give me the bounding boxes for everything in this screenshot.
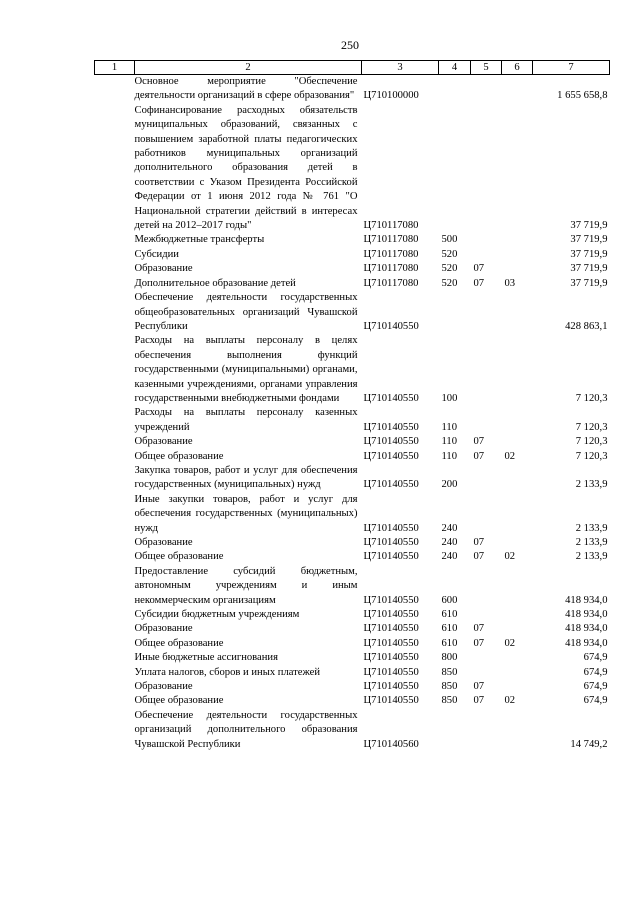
row-section: 07	[473, 263, 485, 275]
row-amount: 428 863,1	[565, 320, 608, 332]
row-expense-type	[439, 291, 471, 334]
row-expense-type: 110	[441, 436, 457, 448]
row-number-cell	[95, 651, 135, 665]
row-subsection: 02	[504, 450, 516, 462]
row-subsection: 03	[504, 277, 516, 289]
row-section	[471, 334, 502, 406]
table-row	[95, 406, 610, 435]
row-section	[471, 565, 502, 608]
row-target-code: Ц710140550	[363, 320, 419, 332]
row-section	[471, 651, 502, 665]
table-row	[95, 291, 610, 334]
row-name: Субсидии бюджетным учреждениям	[134, 609, 300, 621]
row-expense-type: 610	[441, 637, 458, 649]
row-subsection	[502, 248, 533, 262]
row-expense-type: 240	[441, 522, 458, 534]
row-section: 07	[473, 537, 485, 548]
row-amount: 37 719,9	[570, 220, 608, 232]
table-row	[95, 493, 610, 536]
row-amount: 2 133,9	[575, 551, 608, 563]
row-target-code: Ц710140550	[363, 609, 419, 621]
row-target-code: Ц710140550	[363, 522, 419, 534]
row-expense-type	[439, 709, 471, 752]
row-target-code: Ц710140550	[363, 421, 419, 433]
row-number-cell	[95, 75, 135, 104]
row-target-code: Ц710140550	[363, 681, 419, 693]
table-row	[95, 637, 610, 651]
header-col-3: 3	[362, 61, 439, 75]
row-name: Предоставление субсидий бюджетным, автономным учреждениям и иным некоммерческим организациям	[134, 565, 358, 606]
row-section	[471, 233, 502, 247]
row-subsection	[502, 608, 533, 622]
table-row	[95, 651, 610, 665]
table-row	[95, 680, 610, 694]
row-number-cell	[95, 435, 135, 449]
row-section	[471, 464, 502, 493]
row-subsection	[502, 709, 533, 752]
table-row	[95, 450, 610, 464]
table-row	[95, 694, 610, 708]
row-amount: 674,9	[583, 681, 608, 693]
row-target-code: Ц710117080	[363, 220, 419, 232]
row-section: 07	[473, 551, 485, 563]
row-expense-type: 800	[441, 652, 458, 664]
row-name: Общее образование	[134, 450, 224, 462]
table-row	[95, 622, 610, 636]
row-expense-type: 500	[441, 234, 458, 246]
row-subsection: 02	[504, 551, 516, 563]
row-target-code: Ц710140550	[363, 594, 419, 606]
row-target-code: Ц710140550	[363, 450, 419, 462]
row-expense-type	[439, 75, 471, 104]
row-target-code: Ц710140550	[363, 392, 419, 404]
row-expense-type: 110	[441, 450, 457, 462]
row-amount: 7 120,3	[575, 436, 608, 448]
row-name: Образование	[134, 263, 193, 275]
row-target-code: Ц710140560	[363, 738, 419, 750]
row-expense-type: 610	[441, 609, 458, 621]
row-name: Основное мероприятие "Обеспечение деятельности организаций в сфере образования"	[134, 76, 358, 102]
row-amount: 418 934,0	[565, 637, 608, 649]
row-number-cell	[95, 406, 135, 435]
row-amount: 2 133,9	[575, 479, 608, 491]
row-number-cell	[95, 666, 135, 680]
row-name: Расходы на выплаты персоналу казенных учреждений	[134, 407, 358, 433]
row-target-code: Ц710117080	[363, 248, 419, 260]
row-subsection	[502, 435, 533, 449]
row-expense-type: 850	[441, 681, 458, 693]
table-row	[95, 550, 610, 564]
row-amount: 7 120,3	[575, 421, 608, 433]
row-amount: 674,9	[583, 666, 608, 678]
row-number-cell	[95, 550, 135, 564]
row-target-code: Ц710140550	[363, 637, 419, 649]
row-amount: 418 934,0	[565, 623, 608, 635]
row-amount: 2 133,9	[575, 537, 608, 548]
row-name: Обеспечение деятельности государственных организаций дополнительного образования Чувашской Республики	[134, 709, 358, 750]
row-name: Закупка товаров, работ и услуг для обеспечения государственных (муниципальных) нужд	[134, 464, 358, 491]
row-number-cell	[95, 709, 135, 752]
table-row	[95, 75, 610, 104]
row-amount: 7 120,3	[575, 450, 608, 462]
row-section	[471, 608, 502, 622]
header-col-5: 5	[471, 61, 502, 75]
row-number-cell	[95, 536, 135, 550]
row-subsection	[502, 622, 533, 636]
row-number-cell	[95, 493, 135, 536]
row-expense-type: 110	[441, 421, 457, 433]
table-row	[95, 435, 610, 449]
row-name: Межбюджетные трансферты	[134, 234, 265, 246]
row-name: Субсидии	[134, 248, 179, 260]
row-section	[471, 666, 502, 680]
row-section: 07	[473, 637, 485, 649]
row-name: Образование	[134, 681, 193, 693]
row-target-code: Ц710100000	[363, 90, 419, 102]
row-subsection	[502, 680, 533, 694]
table-body	[95, 75, 610, 753]
row-section	[471, 248, 502, 262]
row-subsection	[502, 666, 533, 680]
header-col-2: 2	[135, 61, 362, 75]
row-target-code: Ц710140550	[363, 436, 419, 448]
row-number-cell	[95, 608, 135, 622]
row-section	[471, 104, 502, 234]
row-subsection	[502, 493, 533, 536]
header-col-7: 7	[533, 61, 610, 75]
table-header-row	[95, 61, 610, 75]
row-subsection	[502, 233, 533, 247]
row-section: 07	[473, 450, 485, 462]
row-name: Образование	[134, 436, 193, 448]
row-number-cell	[95, 262, 135, 276]
row-target-code: Ц710117080	[363, 263, 419, 275]
row-expense-type: 520	[441, 263, 458, 275]
row-name: Софинансирование расходных обязательств муниципальных образований, связанных с повышением заработной платы педагогических работников муниципальных организаций дополнительного образования детей в соответствии с Указом Президента Российской Федерации от 1 июня 2012 года № 761 "О Национальной стратегии действий в интересах детей на 2012–2017 годы"	[134, 104, 358, 232]
row-target-code: Ц710140550	[363, 695, 419, 707]
row-amount: 37 719,9	[570, 234, 608, 246]
row-expense-type: 610	[441, 623, 458, 635]
row-name: Образование	[134, 623, 193, 635]
row-expense-type: 850	[441, 695, 458, 707]
table-row	[95, 536, 610, 550]
row-number-cell	[95, 565, 135, 608]
row-subsection: 02	[504, 637, 516, 649]
row-number-cell	[95, 694, 135, 708]
row-number-cell	[95, 248, 135, 262]
row-section: 07	[473, 681, 485, 693]
row-number-cell	[95, 277, 135, 291]
row-subsection	[502, 406, 533, 435]
row-name: Уплата налогов, сборов и иных платежей	[134, 666, 321, 678]
row-target-code: Ц710117080	[363, 234, 419, 246]
row-target-code: Ц710140550	[363, 537, 419, 548]
row-subsection	[502, 104, 533, 234]
row-subsection	[502, 651, 533, 665]
row-expense-type: 200	[441, 479, 458, 491]
row-number-cell	[95, 680, 135, 694]
row-expense-type: 100	[441, 392, 458, 404]
row-name: Дополнительное образование детей	[134, 277, 296, 289]
row-expense-type	[439, 104, 471, 234]
row-name: Иные бюджетные ассигнования	[134, 652, 278, 664]
row-subsection	[502, 565, 533, 608]
row-section: 07	[473, 436, 485, 448]
row-section	[471, 406, 502, 435]
table-row	[95, 277, 610, 291]
row-number-cell	[95, 450, 135, 464]
table-row	[95, 334, 610, 406]
row-target-code: Ц710140550	[363, 623, 419, 635]
row-amount: 1 655 658,8	[557, 90, 608, 102]
row-section	[471, 75, 502, 104]
row-target-code: Ц710140550	[363, 652, 419, 664]
row-name: Образование	[134, 537, 193, 548]
row-target-code: Ц710117080	[363, 277, 419, 289]
row-target-code: Ц710140550	[363, 479, 419, 491]
row-section: 07	[473, 277, 485, 289]
row-subsection	[502, 464, 533, 493]
row-subsection	[502, 291, 533, 334]
header-col-6: 6	[502, 61, 533, 75]
row-name: Общее образование	[134, 637, 224, 649]
row-section	[471, 493, 502, 536]
budget-table	[94, 60, 610, 752]
table-row	[95, 464, 610, 493]
row-expense-type: 850	[441, 666, 458, 678]
row-number-cell	[95, 104, 135, 234]
row-subsection	[502, 334, 533, 406]
row-number-cell	[95, 637, 135, 651]
row-subsection	[502, 75, 533, 104]
row-number-cell	[95, 334, 135, 406]
row-name: Общее образование	[134, 551, 224, 563]
header-col-4: 4	[439, 61, 471, 75]
row-amount: 37 719,9	[570, 277, 608, 289]
row-amount: 2 133,9	[575, 522, 608, 534]
table-row	[95, 608, 610, 622]
table-row	[95, 262, 610, 276]
row-number-cell	[95, 622, 135, 636]
row-amount: 37 719,9	[570, 263, 608, 275]
row-amount: 418 934,0	[565, 609, 608, 621]
row-expense-type: 520	[441, 248, 458, 260]
row-amount: 674,9	[583, 652, 608, 664]
row-section	[471, 709, 502, 752]
row-name: Иные закупки товаров, работ и услуг для обеспечения государственных (муниципальных) нужд	[134, 493, 358, 534]
table-row	[95, 104, 610, 234]
row-section: 07	[473, 695, 485, 707]
row-number-cell	[95, 464, 135, 493]
row-amount: 7 120,3	[575, 392, 608, 404]
row-subsection: 02	[504, 695, 516, 707]
row-name: Расходы на выплаты персоналу в целях обеспечения выполнения функций государственными (муниципальными) органами, казенными учреждениями, органами управления государственными внебюджетными фондами	[134, 335, 358, 404]
row-subsection	[502, 536, 533, 550]
table-row	[95, 709, 610, 752]
row-expense-type: 240	[441, 537, 458, 548]
row-number-cell	[95, 233, 135, 247]
row-target-code: Ц710140550	[363, 551, 419, 563]
table-row	[95, 666, 610, 680]
row-amount: 14 749,2	[570, 738, 608, 750]
row-amount: 674,9	[583, 695, 608, 707]
row-expense-type: 240	[441, 551, 458, 563]
row-name: Обеспечение деятельности государственных общеобразовательных организаций Чувашской Республики	[134, 292, 358, 332]
row-amount: 418 934,0	[565, 594, 608, 606]
page-number: 250	[341, 38, 359, 52]
table-row	[95, 248, 610, 262]
row-amount: 37 719,9	[570, 248, 608, 260]
header-col-1: 1	[95, 61, 135, 75]
row-section	[471, 291, 502, 334]
row-name: Общее образование	[134, 695, 224, 707]
row-expense-type: 600	[441, 594, 458, 606]
row-target-code: Ц710140550	[363, 666, 419, 678]
row-subsection	[502, 262, 533, 276]
row-expense-type: 520	[441, 277, 458, 289]
row-section: 07	[473, 623, 485, 635]
table-row	[95, 233, 610, 247]
table-row	[95, 565, 610, 608]
row-number-cell	[95, 291, 135, 334]
